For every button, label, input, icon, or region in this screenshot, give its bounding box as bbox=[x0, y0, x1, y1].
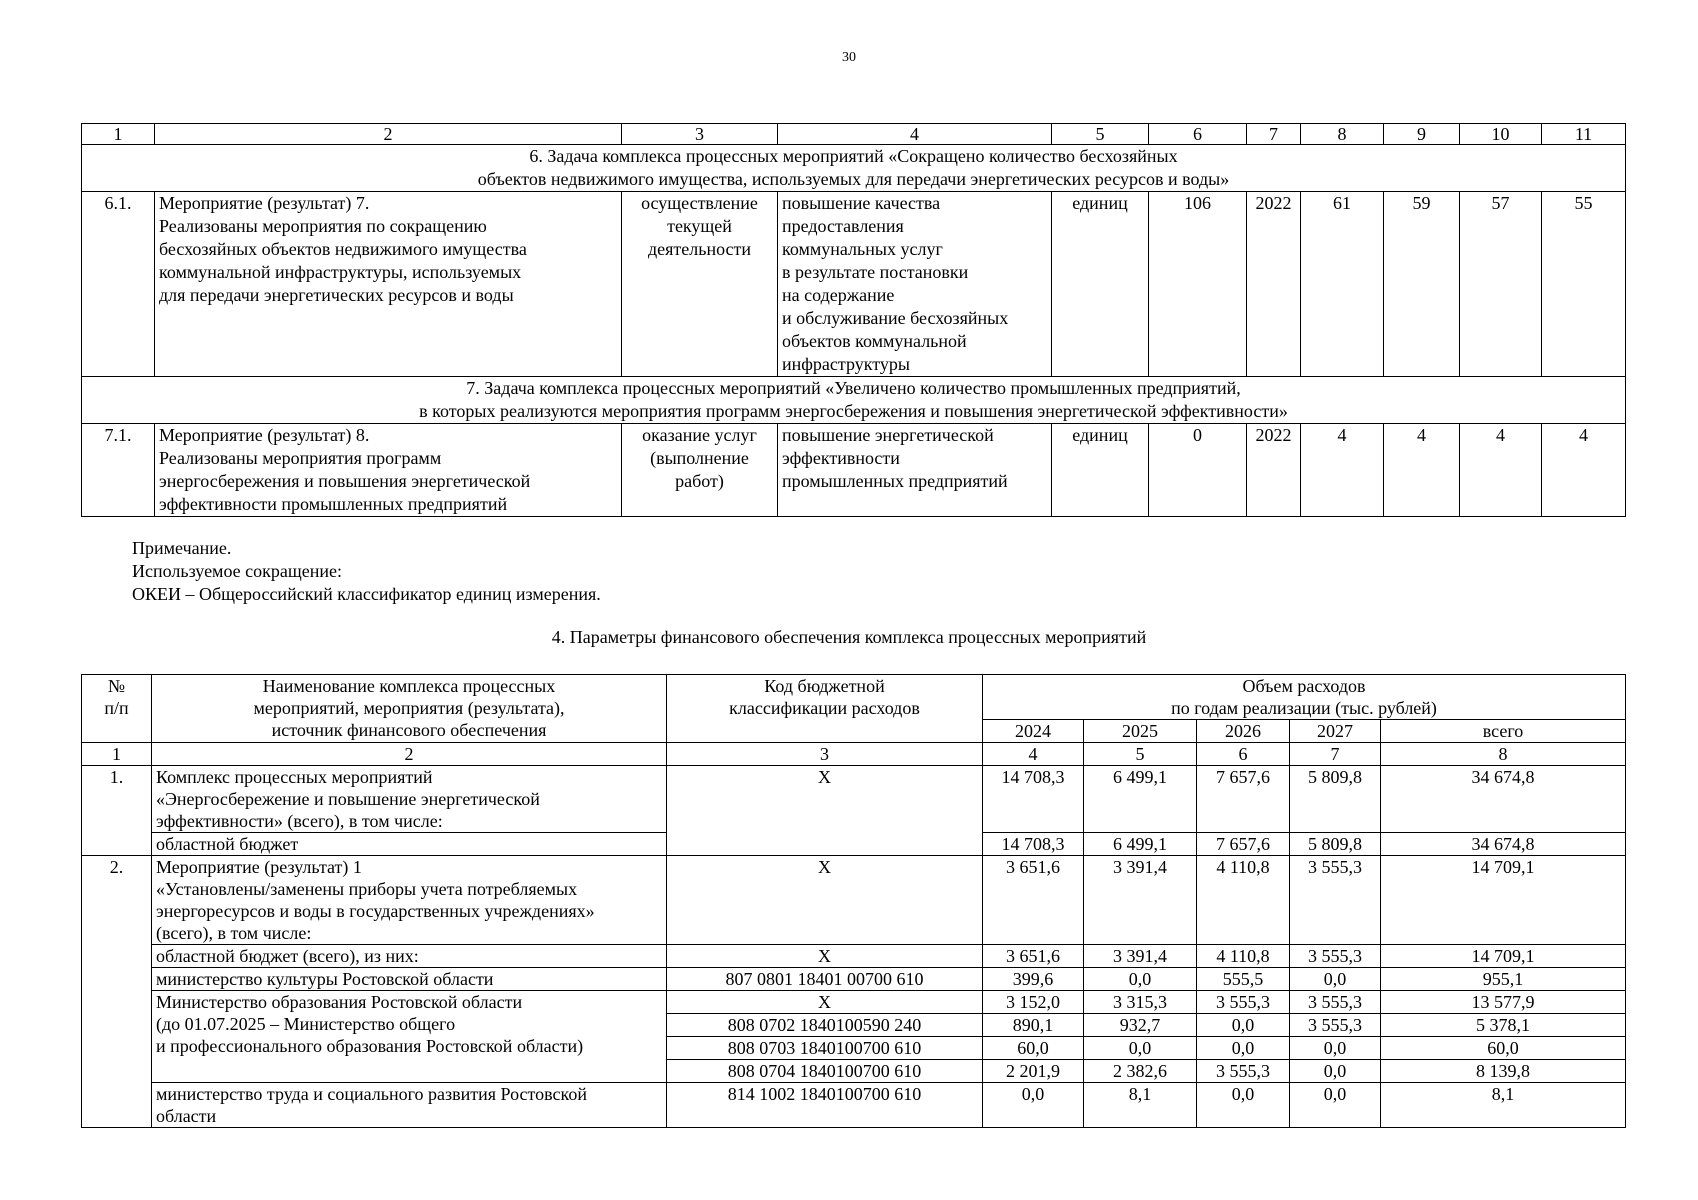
col-number: 2 bbox=[155, 124, 622, 145]
col-number: 5 bbox=[1084, 743, 1197, 766]
value-2027: 5 809,8 bbox=[1290, 766, 1381, 833]
header-code: Код бюджетной классификации расходов bbox=[667, 675, 983, 743]
table-row bbox=[82, 991, 1626, 1014]
header-year: 2026 bbox=[1197, 720, 1290, 743]
value-2026: 3 555,3 bbox=[1197, 1060, 1290, 1083]
table-row bbox=[82, 192, 1626, 377]
value-total: 955,1 bbox=[1381, 968, 1626, 991]
value-2026: 7 657,6 bbox=[1197, 833, 1290, 856]
header-row bbox=[82, 675, 1626, 720]
task-6-heading: 6. Задача комплекса процессных мероприятий «Сокращено количество бесхозяйных объектов недвижимого имущества, используемых для передачи энергетических ресурсов и воды» bbox=[82, 145, 1626, 192]
financing-table bbox=[81, 674, 1626, 1128]
task-6-row bbox=[82, 145, 1626, 192]
value-2027: 3 555,3 bbox=[1290, 991, 1381, 1014]
value-col-8: 61 bbox=[1301, 192, 1384, 377]
value-col-10: 4 bbox=[1460, 424, 1542, 517]
value-2024: 0,0 bbox=[983, 1083, 1084, 1128]
table-row bbox=[82, 1083, 1626, 1128]
header-number: № п/п bbox=[82, 675, 152, 743]
value-total: 34 674,8 bbox=[1381, 833, 1626, 856]
value-2025: 932,7 bbox=[1084, 1014, 1197, 1037]
value-total: 13 577,9 bbox=[1381, 991, 1626, 1014]
unit: единиц bbox=[1052, 192, 1149, 377]
col-number: 11 bbox=[1542, 124, 1626, 145]
column-number-row bbox=[82, 124, 1626, 145]
value-2026: 7 657,6 bbox=[1197, 766, 1290, 833]
measure-characteristic: повышение качества предоставления коммунальных услуг в результате постановки на содержание и обслуживание бесхозяйных объектов коммунальной инфраструктуры bbox=[778, 192, 1052, 377]
col-number: 3 bbox=[667, 743, 983, 766]
budget-code: 808 0704 1840100700 610 bbox=[667, 1060, 983, 1083]
value-2024: 2 201,9 bbox=[983, 1060, 1084, 1083]
col-number: 6 bbox=[1197, 743, 1290, 766]
value-2025: 0,0 bbox=[1084, 968, 1197, 991]
note-line: ОКЕИ – Общероссийский классификатор единиц измерения. bbox=[132, 584, 601, 604]
measure-name: Мероприятие (результат) 8. Реализованы мероприятия программ энергосбережения и повышения энергетической эффективности промышленных предприятий bbox=[155, 424, 622, 517]
row-name: Мероприятие (результат) 1 «Установлены/заменены приборы учета потребляемых энергоресурсов и воды в государственных учреждениях» (всего), в том числе: bbox=[152, 856, 667, 945]
base-year: 2022 bbox=[1247, 192, 1301, 377]
measure-characteristic: повышение энергетической эффективности промышленных предприятий bbox=[778, 424, 1052, 517]
col-number: 6 bbox=[1149, 124, 1247, 145]
value-2025: 6 499,1 bbox=[1084, 766, 1197, 833]
page-number: 30 bbox=[842, 50, 856, 65]
value-2027: 0,0 bbox=[1290, 968, 1381, 991]
col-number: 4 bbox=[778, 124, 1052, 145]
value-2024: 399,6 bbox=[983, 968, 1084, 991]
value-2026: 0,0 bbox=[1197, 1083, 1290, 1128]
task-7-heading: 7. Задача комплекса процессных мероприятий «Увеличено количество промышленных предприятий, в которых реализуются мероприятия программ энергосбережения и повышения энергетической эффективности» bbox=[82, 377, 1626, 424]
value-col-9: 4 bbox=[1384, 424, 1460, 517]
value-2024: 14 708,3 bbox=[983, 833, 1084, 856]
budget-code: 808 0702 1840100590 240 bbox=[667, 1014, 983, 1037]
budget-code: 808 0703 1840100700 610 bbox=[667, 1037, 983, 1060]
row-name: Министерство образования Ростовской области (до 01.07.2025 – Министерство общего и профессионального образования Ростовской области) bbox=[152, 991, 667, 1083]
header-year: 2025 bbox=[1084, 720, 1197, 743]
col-number: 8 bbox=[1381, 743, 1626, 766]
value-2027: 3 555,3 bbox=[1290, 945, 1381, 968]
budget-code: Х bbox=[667, 856, 983, 945]
row-name: министерство труда и социального развития Ростовской области bbox=[152, 1083, 667, 1128]
value-2025: 3 391,4 bbox=[1084, 856, 1197, 945]
value-2024: 890,1 bbox=[983, 1014, 1084, 1037]
value-col-8: 4 bbox=[1301, 424, 1384, 517]
row-number: 2. bbox=[82, 856, 152, 1128]
value-2025: 2 382,6 bbox=[1084, 1060, 1197, 1083]
budget-code: Х bbox=[667, 766, 983, 856]
col-number: 3 bbox=[622, 124, 778, 145]
base-value: 0 bbox=[1149, 424, 1247, 517]
table-row bbox=[82, 766, 1626, 833]
base-value: 106 bbox=[1149, 192, 1247, 377]
header-year: 2027 bbox=[1290, 720, 1381, 743]
col-number: 7 bbox=[1290, 743, 1381, 766]
col-number: 1 bbox=[82, 124, 155, 145]
value-2024: 3 651,6 bbox=[983, 856, 1084, 945]
header-name: Наименование комплекса процессных мероприятий, мероприятия (результата), источник финансового обеспечения bbox=[152, 675, 667, 743]
column-number-row bbox=[82, 743, 1626, 766]
row-name: областной бюджет bbox=[152, 833, 667, 856]
measure-type: осуществление текущей деятельности bbox=[622, 192, 778, 377]
value-2025: 8,1 bbox=[1084, 1083, 1197, 1128]
value-col-11: 55 bbox=[1542, 192, 1626, 377]
value-2024: 3 152,0 bbox=[983, 991, 1084, 1014]
value-total: 8,1 bbox=[1381, 1083, 1626, 1128]
value-2025: 3 391,4 bbox=[1084, 945, 1197, 968]
value-2027: 0,0 bbox=[1290, 1083, 1381, 1128]
value-2024: 3 651,6 bbox=[983, 945, 1084, 968]
value-2025: 6 499,1 bbox=[1084, 833, 1197, 856]
header-total: всего bbox=[1381, 720, 1626, 743]
row-name: Комплекс процессных мероприятий «Энергосбережение и повышение энергетической эффективности» (всего), в том числе: bbox=[152, 766, 667, 833]
budget-code: 807 0801 18401 00700 610 bbox=[667, 968, 983, 991]
row-number: 7.1. bbox=[82, 424, 155, 517]
value-total: 14 709,1 bbox=[1381, 856, 1626, 945]
unit: единиц bbox=[1052, 424, 1149, 517]
col-number: 9 bbox=[1384, 124, 1460, 145]
value-2027: 3 555,3 bbox=[1290, 856, 1381, 945]
row-number: 6.1. bbox=[82, 192, 155, 377]
value-2026: 3 555,3 bbox=[1197, 991, 1290, 1014]
budget-code: Х bbox=[667, 991, 983, 1014]
note-line: Примечание. bbox=[132, 538, 232, 558]
value-2025: 3 315,3 bbox=[1084, 991, 1197, 1014]
value-2026: 0,0 bbox=[1197, 1037, 1290, 1060]
measure-name: Мероприятие (результат) 7. Реализованы мероприятия по сокращению бесхозяйных объектов недвижимого имущества коммунальной инфраструктуры, используемых для передачи энергетических ресурсов и воды bbox=[155, 192, 622, 377]
header-volume: Объем расходов по годам реализации (тыс. рублей) bbox=[983, 675, 1626, 720]
value-2025: 0,0 bbox=[1084, 1037, 1197, 1060]
value-2026: 4 110,8 bbox=[1197, 945, 1290, 968]
col-number: 10 bbox=[1460, 124, 1542, 145]
col-number: 4 bbox=[983, 743, 1084, 766]
value-2026: 0,0 bbox=[1197, 1014, 1290, 1037]
row-name: министерство культуры Ростовской области bbox=[152, 968, 667, 991]
measure-type: оказание услуг (выполнение работ) bbox=[622, 424, 778, 517]
value-2026: 555,5 bbox=[1197, 968, 1290, 991]
value-2026: 4 110,8 bbox=[1197, 856, 1290, 945]
notes bbox=[132, 537, 601, 606]
col-number: 5 bbox=[1052, 124, 1149, 145]
value-2024: 14 708,3 bbox=[983, 766, 1084, 833]
col-number: 8 bbox=[1301, 124, 1384, 145]
task-7-row bbox=[82, 377, 1626, 424]
value-2027: 3 555,3 bbox=[1290, 1014, 1381, 1037]
indicators-table bbox=[81, 123, 1626, 517]
row-number: 1. bbox=[82, 766, 152, 856]
section-title: 4. Параметры финансового обеспечения комплекса процессных мероприятий bbox=[551, 627, 1147, 647]
value-2027: 0,0 bbox=[1290, 1037, 1381, 1060]
value-col-9: 59 bbox=[1384, 192, 1460, 377]
value-total: 60,0 bbox=[1381, 1037, 1626, 1060]
value-total: 34 674,8 bbox=[1381, 766, 1626, 833]
value-2027: 0,0 bbox=[1290, 1060, 1381, 1083]
col-number: 2 bbox=[152, 743, 667, 766]
value-total: 14 709,1 bbox=[1381, 945, 1626, 968]
value-col-11: 4 bbox=[1542, 424, 1626, 517]
base-year: 2022 bbox=[1247, 424, 1301, 517]
value-2024: 60,0 bbox=[983, 1037, 1084, 1060]
budget-code: 814 1002 1840100700 610 bbox=[667, 1083, 983, 1128]
header-year: 2024 bbox=[983, 720, 1084, 743]
table-row bbox=[82, 856, 1626, 945]
table-row bbox=[82, 424, 1626, 517]
value-col-10: 57 bbox=[1460, 192, 1542, 377]
budget-code: Х bbox=[667, 945, 983, 968]
value-total: 5 378,1 bbox=[1381, 1014, 1626, 1037]
value-total: 8 139,8 bbox=[1381, 1060, 1626, 1083]
table-row bbox=[82, 945, 1626, 968]
note-line: Используемое сокращение: bbox=[132, 561, 342, 581]
col-number: 1 bbox=[82, 743, 152, 766]
col-number: 7 bbox=[1247, 124, 1301, 145]
value-2027: 5 809,8 bbox=[1290, 833, 1381, 856]
table-row bbox=[82, 968, 1626, 991]
row-name: областной бюджет (всего), из них: bbox=[152, 945, 667, 968]
